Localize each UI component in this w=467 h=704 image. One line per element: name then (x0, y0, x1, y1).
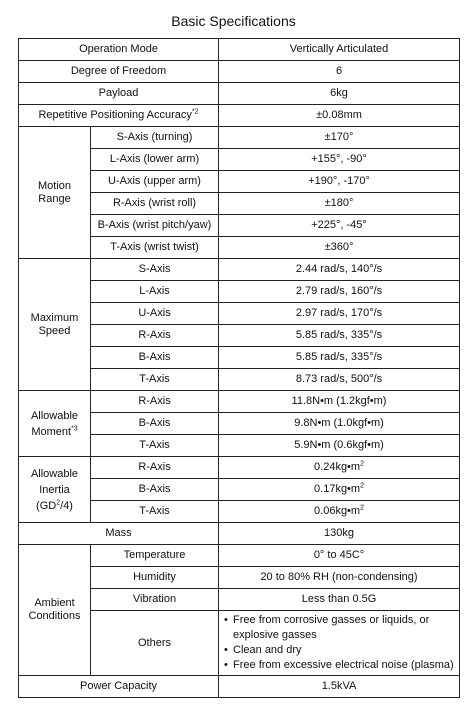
row-label: Payload (19, 83, 219, 105)
row-value: 1.5kVA (219, 676, 460, 698)
inertia-value: 0.06kg•m (314, 505, 361, 517)
row-label: Degree of Freedom (19, 61, 219, 83)
list-item: • Free from excessive electrical noise (plasma) (223, 658, 455, 673)
row-value: 6kg (219, 83, 460, 105)
gd-exponent: 2 (56, 498, 61, 506)
row-label: Mass (19, 523, 219, 545)
row-label: Operation Mode (19, 39, 219, 61)
condition-value: 20 to 80% RH (non-condensing) (219, 567, 460, 589)
table-row (19, 39, 460, 61)
row-value: 6 (219, 61, 460, 83)
condition-label: Temperature (91, 545, 219, 567)
group-line: Maximum (30, 311, 79, 324)
axis-value: +190°, -170° (219, 171, 460, 193)
unit-exponent: 2 (360, 504, 364, 512)
axis-label: L-Axis (lower arm) (91, 149, 219, 171)
inertia-value: 0.24kg•m (314, 461, 361, 473)
group-line: Range (38, 192, 71, 205)
table-row (19, 105, 460, 127)
group-line: Speed (38, 324, 71, 337)
axis-label: T-Axis (91, 501, 219, 523)
group-line: Conditions (28, 610, 81, 622)
inertia-value: 0.17kg•m (314, 483, 361, 495)
accuracy-label: Repetitive Positioning Accuracy (38, 109, 192, 121)
group-label-allowable-moment (19, 391, 91, 457)
group-label-ambient-conditions (19, 545, 91, 676)
group-line: Moment (31, 425, 72, 438)
condition-label: Others (91, 611, 219, 676)
condition-label: Humidity (91, 567, 219, 589)
axis-value: 11.8N•m (1.2kgf•m) (219, 391, 460, 413)
axis-value: ±360° (219, 237, 460, 259)
unit-exponent: 2 (360, 482, 364, 490)
axis-label: T-Axis (91, 435, 219, 457)
condition-value: 0° to 45C° (219, 545, 460, 567)
table-row (19, 61, 460, 83)
axis-value: 2.44 rad/s, 140°/s (219, 259, 460, 281)
group-label-allowable-inertia (19, 457, 91, 523)
axis-value: ±180° (219, 193, 460, 215)
axis-label: R-Axis (91, 391, 219, 413)
group-line: Inertia (39, 483, 70, 496)
condition-value (219, 611, 460, 676)
list-item: • Free from corrosive gasses or liquids, or explosive gasses (223, 613, 455, 643)
axis-value (219, 457, 460, 479)
table-row (19, 259, 460, 281)
axis-label: R-Axis (91, 325, 219, 347)
group-line: Allowable (30, 409, 79, 422)
axis-value: +155°, -90° (219, 149, 460, 171)
axis-label: R-Axis (wrist roll) (91, 193, 219, 215)
axis-value: 2.97 rad/s, 170°/s (219, 303, 460, 325)
axis-value: 8.73 rad/s, 500°/s (219, 369, 460, 391)
axis-label: B-Axis (91, 413, 219, 435)
table-row (19, 127, 460, 149)
footnote-mark: *2 (191, 108, 199, 116)
group-line: Ambient (34, 597, 75, 609)
axis-value: ±170° (219, 127, 460, 149)
condition-value: Less than 0.5G (219, 589, 460, 611)
axis-label: T-Axis (91, 369, 219, 391)
table-row (19, 391, 460, 413)
row-label: Power Capacity (19, 676, 219, 698)
page-title: Basic Specifications (171, 13, 296, 29)
group-label-maximum-speed (19, 259, 91, 391)
others-list (223, 613, 455, 673)
row-value: Vertically Articulated (219, 39, 460, 61)
axis-value (219, 501, 460, 523)
axis-label: B-Axis (91, 347, 219, 369)
list-item: • Clean and dry (223, 643, 455, 658)
row-value: 130kg (219, 523, 460, 545)
group-line: Motion (37, 179, 72, 192)
axis-value: 9.8N•m (1.0kgf•m) (219, 413, 460, 435)
axis-label: B-Axis (91, 479, 219, 501)
row-value: ±0.08mm (219, 105, 460, 127)
row-label (19, 105, 219, 127)
axis-label: T-Axis (wrist twist) (91, 237, 219, 259)
table-row (19, 545, 460, 567)
table-row (19, 523, 460, 545)
table-row (19, 83, 460, 105)
axis-value: +225°, -45° (219, 215, 460, 237)
axis-label: B-Axis (wrist pitch/yaw) (91, 215, 219, 237)
axis-label: L-Axis (91, 281, 219, 303)
axis-label: S-Axis (turning) (91, 127, 219, 149)
unit-exponent: 2 (360, 460, 364, 468)
axis-value: 5.85 rad/s, 335°/s (219, 325, 460, 347)
axis-value: 2.79 rad/s, 160°/s (219, 281, 460, 303)
gd-prefix: (GD (36, 499, 57, 512)
condition-label: Vibration (91, 589, 219, 611)
axis-label: R-Axis (91, 457, 219, 479)
spec-table (18, 38, 460, 698)
axis-value (219, 479, 460, 501)
table-row (19, 676, 460, 698)
table-row (19, 457, 460, 479)
group-label-motion-range (19, 127, 91, 259)
axis-label: S-Axis (91, 259, 219, 281)
footnote-mark: *3 (71, 424, 78, 432)
gd-suffix: /4) (60, 499, 73, 512)
axis-value: 5.85 rad/s, 335°/s (219, 347, 460, 369)
axis-value: 5.9N•m (0.6kgf•m) (219, 435, 460, 457)
axis-label: U-Axis (91, 303, 219, 325)
group-line: Allowable (30, 467, 79, 480)
axis-label: U-Axis (upper arm) (91, 171, 219, 193)
